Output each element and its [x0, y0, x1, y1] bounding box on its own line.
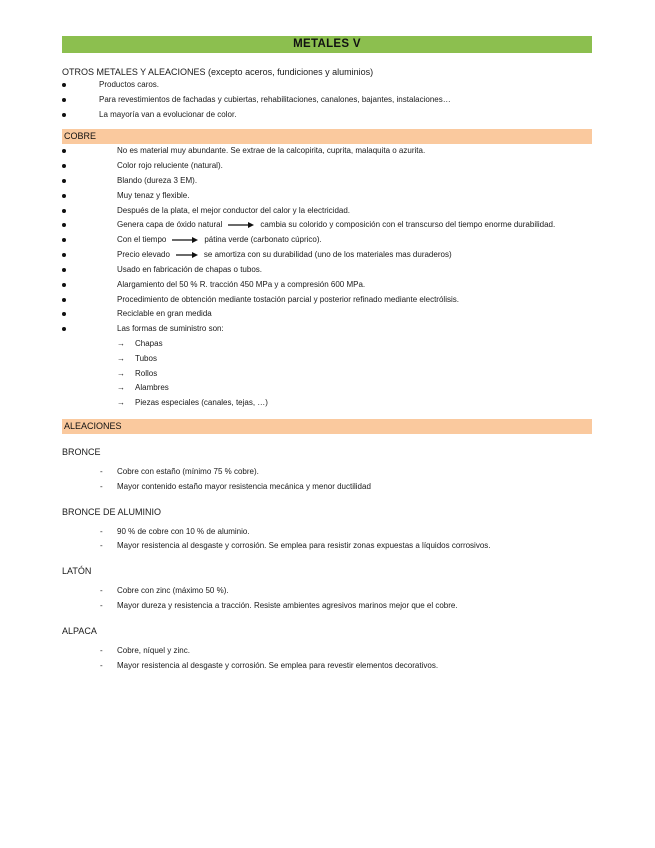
list-item: No es material muy abundante. Se extrae de la calcopirita, cuprita, malaquita o azurita. — [62, 144, 592, 159]
section-heading-aleaciones: ALEACIONES — [62, 419, 592, 434]
list-item: - 90 % de cobre con 10 % de aluminio. — [62, 525, 592, 540]
list-item: Alargamiento del 50 % R. tracción 450 MPa y a compresión 600 MPa. — [62, 278, 592, 293]
bullet-icon — [62, 253, 66, 257]
list-item: → Piezas especiales (canales, tejas, …) — [62, 396, 592, 411]
intro-list — [62, 78, 592, 122]
list-item: → Chapas — [62, 337, 592, 352]
bullet-icon — [62, 298, 66, 302]
bullet-icon — [62, 98, 66, 102]
subheading-laton: LATÓN — [62, 566, 92, 577]
list-item: - Cobre con zinc (máximo 50 %). — [62, 584, 592, 599]
list-item: → Tubos — [62, 352, 592, 367]
list-item: - Cobre, níquel y zinc. — [62, 644, 592, 659]
list-item: Procedimiento de obtención mediante tostación parcial y posterior refinado mediante electrólisis. — [62, 293, 592, 308]
list-item: - Mayor resistencia al desgaste y corrosión. Se emplea para revestir elementos decorativos. — [62, 659, 592, 674]
dash-bullet: - — [100, 600, 103, 610]
list-item: Muy tenaz y flexible. — [62, 189, 592, 204]
bullet-icon — [62, 83, 66, 87]
list-item: - Cobre con estaño (mínimo 75 % cobre). — [62, 465, 592, 480]
dash-bullet: - — [100, 466, 103, 476]
list-item: Después de la plata, el mejor conductor del calor y la electricidad. — [62, 204, 592, 219]
list-item: Reciclable en gran medida — [62, 307, 592, 322]
bullet-icon — [62, 238, 66, 242]
arrow-icon: → — [117, 398, 125, 408]
document-page — [62, 36, 592, 673]
dash-bullet: - — [100, 586, 103, 596]
bullet-icon — [62, 327, 66, 331]
list-item: Genera capa de óxido natural cambia su colorido y composición con el transcurso del tiempo enorme durabilidad. — [62, 218, 592, 233]
alpaca-list — [62, 644, 592, 674]
bullet-icon — [62, 194, 66, 198]
arrow-icon: → — [117, 368, 125, 378]
bullet-icon — [62, 179, 66, 183]
subheading-bronce-aluminio: BRONCE DE ALUMINIO — [62, 506, 162, 517]
long-arrow-icon — [176, 251, 198, 259]
long-arrow-icon — [228, 221, 254, 229]
arrow-icon: → — [117, 383, 125, 393]
laton-list — [62, 584, 592, 614]
subheading-alpaca: ALPACA — [62, 625, 97, 636]
list-item: Color rojo reluciente (natural). — [62, 159, 592, 174]
dash-bullet: - — [100, 660, 103, 670]
list-item: Precio elevado se amortiza con su durabilidad (uno de los materiales mas duraderos) — [62, 248, 592, 263]
list-item: → Alambres — [62, 381, 592, 396]
bullet-icon — [62, 283, 66, 287]
section-heading-cobre: COBRE — [62, 129, 592, 144]
list-item: - Mayor resistencia al desgaste y corrosión. Se emplea para resistir zonas expuestas a líquidos corrosivos. — [62, 539, 592, 554]
arrow-icon: → — [117, 338, 125, 348]
bullet-icon — [62, 223, 66, 227]
bullet-icon — [62, 149, 66, 153]
dash-bullet: - — [100, 526, 103, 536]
subheading-bronce: BRONCE — [62, 446, 101, 457]
dash-bullet: - — [100, 481, 103, 491]
supply-list — [62, 337, 592, 411]
cobre-list — [62, 144, 592, 337]
dash-bullet: - — [100, 645, 103, 655]
bronce-aluminio-list — [62, 525, 592, 555]
list-item: La mayoría van a evolucionar de color. — [62, 108, 592, 123]
bullet-icon — [62, 268, 66, 272]
bullet-icon — [62, 312, 66, 316]
list-item: Productos caros. — [62, 78, 592, 93]
list-item: → Rollos — [62, 367, 592, 382]
bullet-icon — [62, 113, 66, 117]
list-item: - Mayor dureza y resistencia a tracción. Resiste ambientes agresivos marinos mejor que el cobre. — [62, 599, 592, 614]
list-item: Con el tiempo pátina verde (carbonato cúprico). — [62, 233, 592, 248]
bullet-icon — [62, 164, 66, 168]
list-item: Para revestimientos de fachadas y cubiertas, rehabilitaciones, canalones, bajantes, instalaciones… — [62, 93, 592, 108]
arrow-icon: → — [117, 353, 125, 363]
long-arrow-icon — [172, 236, 198, 244]
page-title: METALES V — [62, 36, 592, 53]
intro-heading: OTROS METALES Y ALEACIONES (excepto aceros, fundiciones y aluminios) — [62, 67, 374, 77]
bronce-list — [62, 465, 592, 495]
list-item: Las formas de suministro son: — [62, 322, 592, 337]
bullet-icon — [62, 209, 66, 213]
list-item: Usado en fabricación de chapas o tubos. — [62, 263, 592, 278]
list-item: - Mayor contenido estaño mayor resistencia mecánica y menor ductilidad — [62, 480, 592, 495]
dash-bullet: - — [100, 541, 103, 551]
list-item: Blando (dureza 3 EM). — [62, 174, 592, 189]
